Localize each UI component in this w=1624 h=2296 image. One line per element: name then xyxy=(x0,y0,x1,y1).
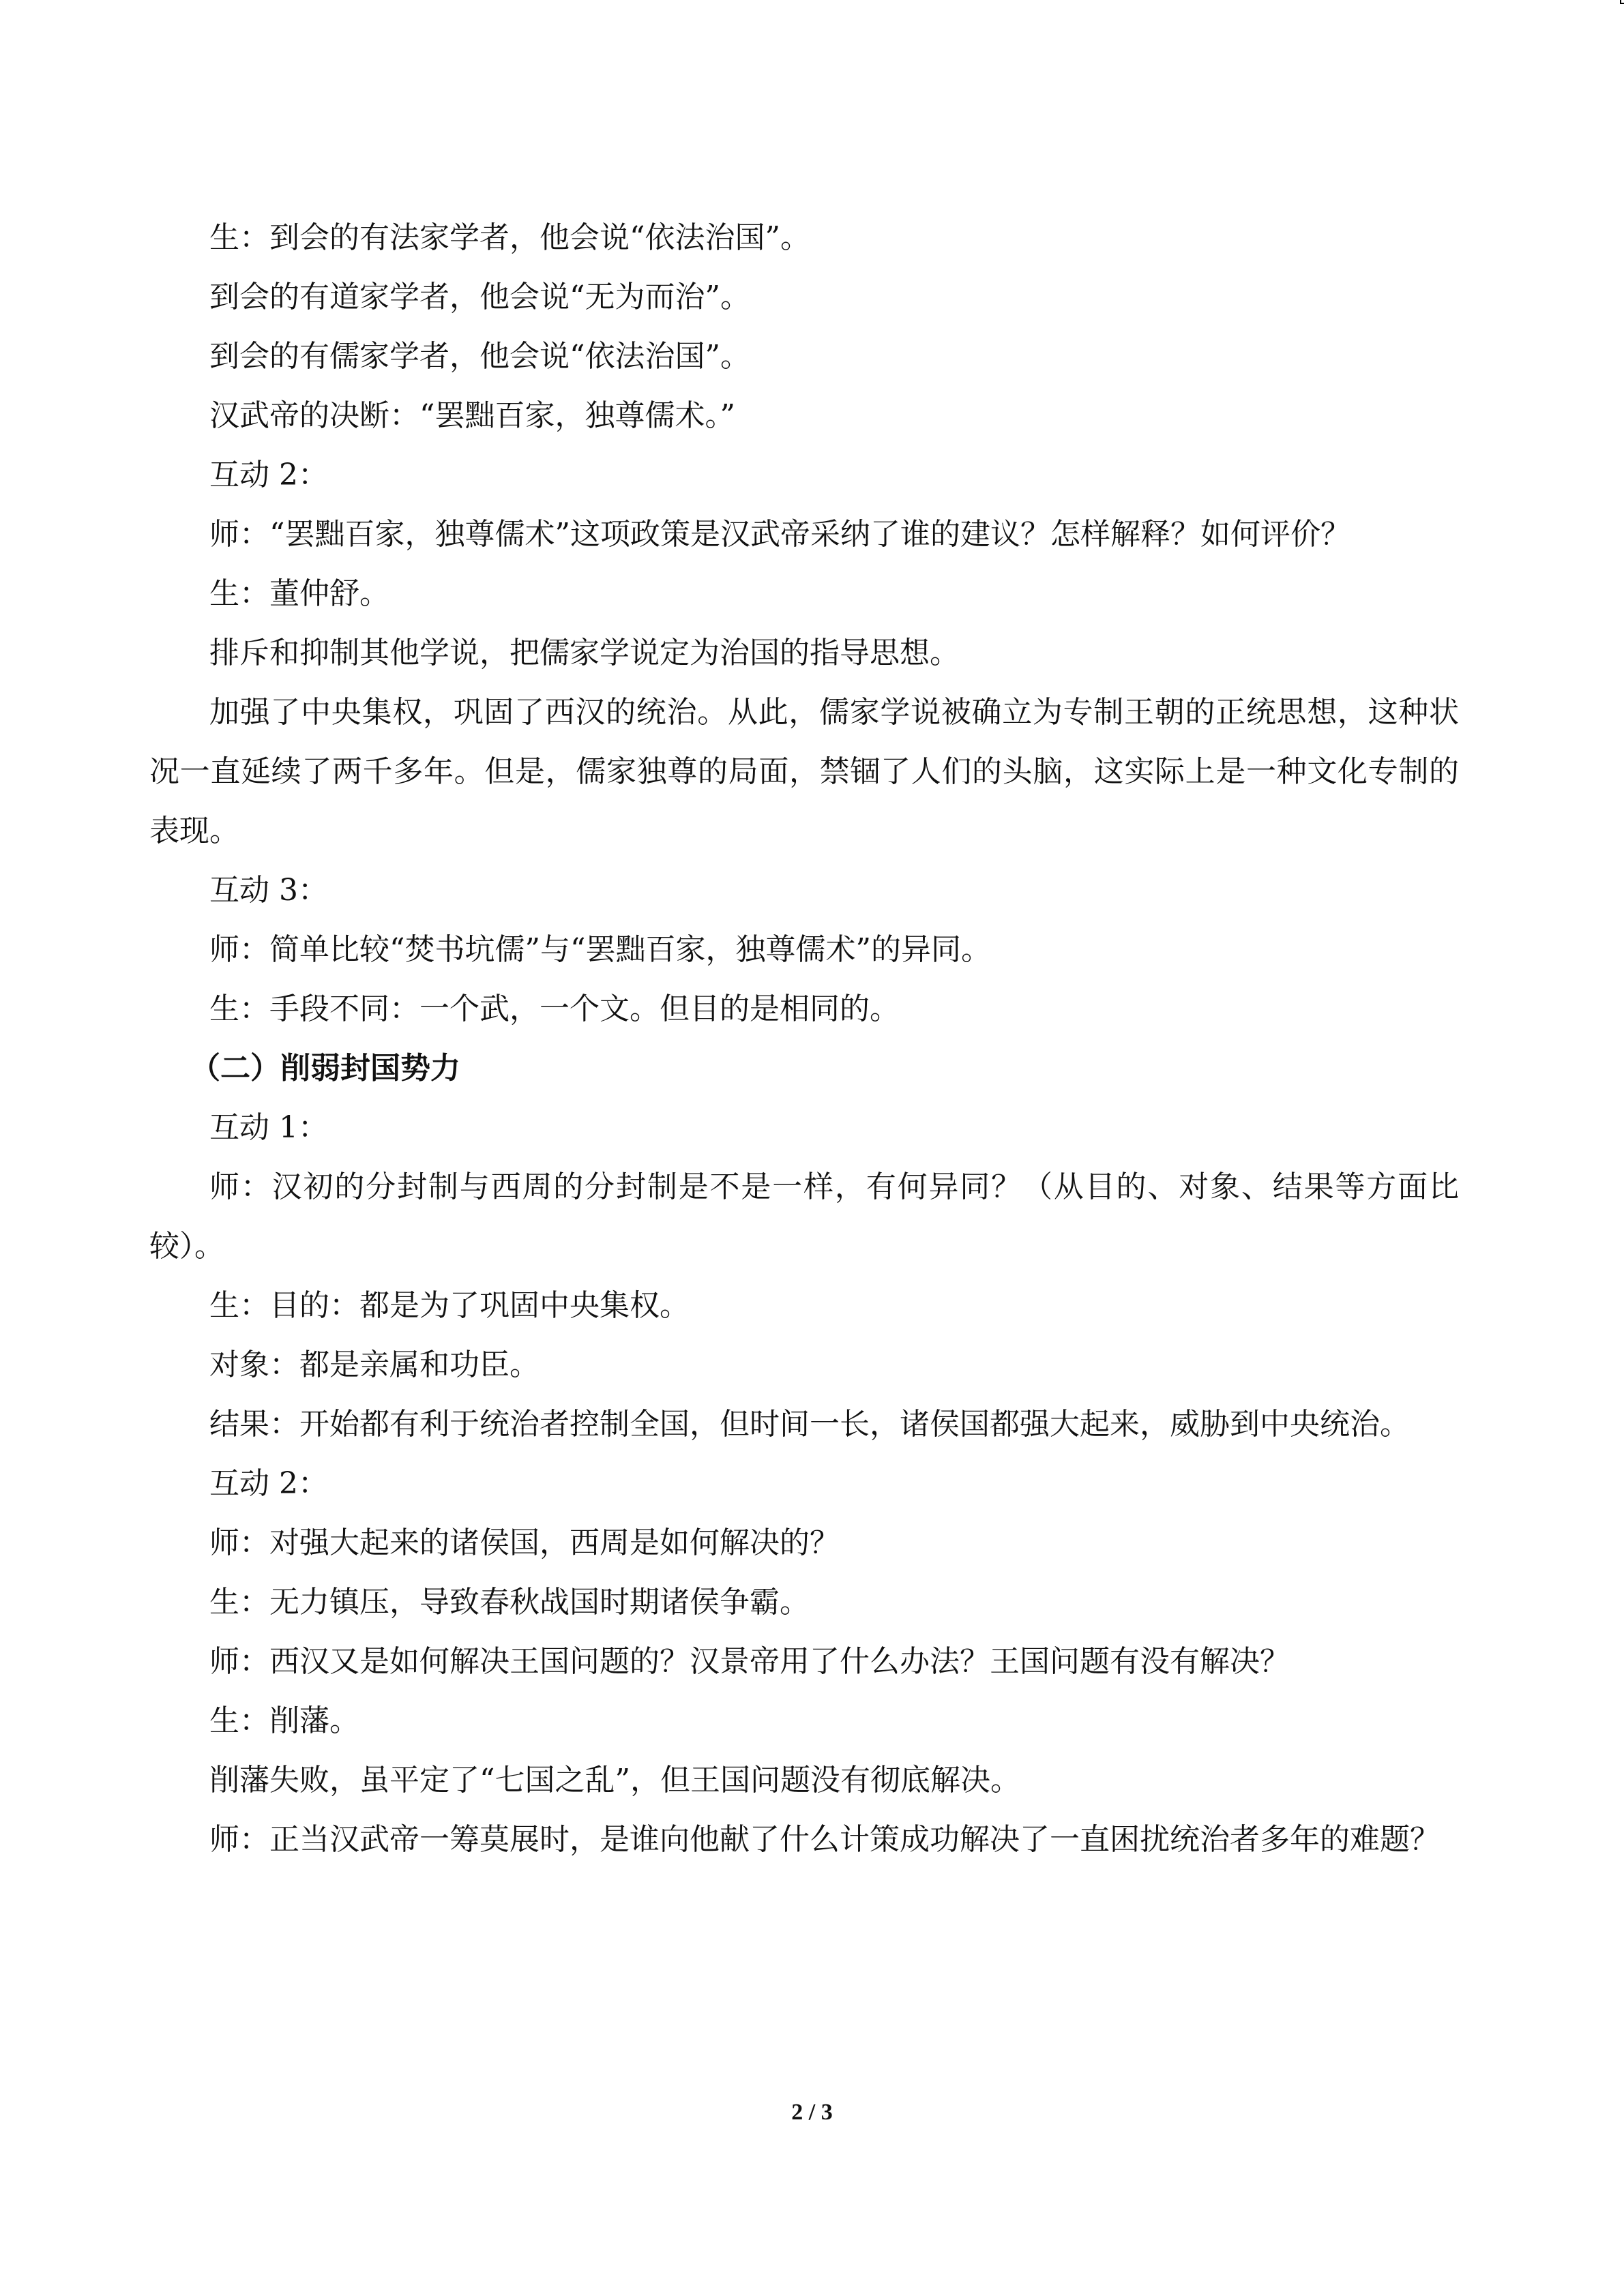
paragraph: 结果：开始都有利于统治者控制全国，但时间一长，诸侯国都强大起来，威胁到中央统治。 xyxy=(209,1407,1410,1442)
paragraph: 削藩失败，虽平定了“七国之乱”，但王国问题没有彻底解决。 xyxy=(209,1763,1020,1798)
paragraph: 生：目的：都是为了巩固中央集权。 xyxy=(209,1288,690,1323)
document-body xyxy=(149,208,1459,1869)
paragraph: 师：西汉又是如何解决王国问题的？汉景帝用了什么办法？王国问题有没有解决？ xyxy=(209,1644,1290,1679)
paragraph: 生：无力镇压，导致春秋战国时期诸侯争霸。 xyxy=(209,1585,810,1620)
paragraph: 互动 1： xyxy=(209,1110,328,1145)
page-number: 2 / 3 xyxy=(791,2100,833,2125)
paragraph: 互动 2： xyxy=(209,458,328,492)
paragraph: 对象：都是亲属和功臣。 xyxy=(209,1347,540,1382)
paragraph: 师：简单比较“焚书坑儒”与“罢黜百家，独尊儒术”的异同。 xyxy=(209,932,991,967)
paragraph: 师：汉初的分封制与西周的分封制是不是一样，有何异同？（从目的、对象、结果等方面比较）。 xyxy=(149,1169,1459,1264)
paragraph: 互动 3： xyxy=(209,873,328,908)
paragraph: 排斥和抑制其他学说，把儒家学说定为治国的指导思想。 xyxy=(209,636,960,670)
paragraph: 师：对强大起来的诸侯国，西周是如何解决的？ xyxy=(209,1525,840,1560)
paragraph: 加强了中央集权，巩固了西汉的统治。从此，儒家学说被确立为专制王朝的正统思想，这种状况一直延续了两千多年。但是，儒家独尊的局面，禁锢了人们的头脑，这实际上是一种文化专制的表现。 xyxy=(149,695,1459,848)
paragraph: 汉武帝的决断：“罢黜百家，独尊儒术。” xyxy=(209,398,735,433)
paragraph: 师：“罢黜百家，独尊儒术”这项政策是汉武帝采纳了谁的建议？怎样解释？如何评价？ xyxy=(209,517,1350,552)
paragraph: 生：到会的有法家学者，他会说“依法治国”。 xyxy=(209,220,810,255)
paragraph: 生：削藩。 xyxy=(209,1703,359,1738)
paragraph: 到会的有儒家学者，他会说“依法治国”。 xyxy=(209,339,750,374)
page-corner-mark xyxy=(1620,0,1624,4)
paragraph: 到会的有道家学者，他会说“无为而治”。 xyxy=(209,280,750,314)
section-heading: （二）削弱封国势力 xyxy=(190,1051,460,1086)
paragraph: 互动 2： xyxy=(209,1466,328,1501)
paragraph: 生：董仲舒。 xyxy=(209,576,389,611)
paragraph: 生：手段不同：一个武，一个文。但目的是相同的。 xyxy=(209,992,900,1026)
paragraph: 师：正当汉武帝一筹莫展时，是谁向他献了什么计策成功解决了一直困扰统治者多年的难题？ xyxy=(209,1822,1440,1857)
